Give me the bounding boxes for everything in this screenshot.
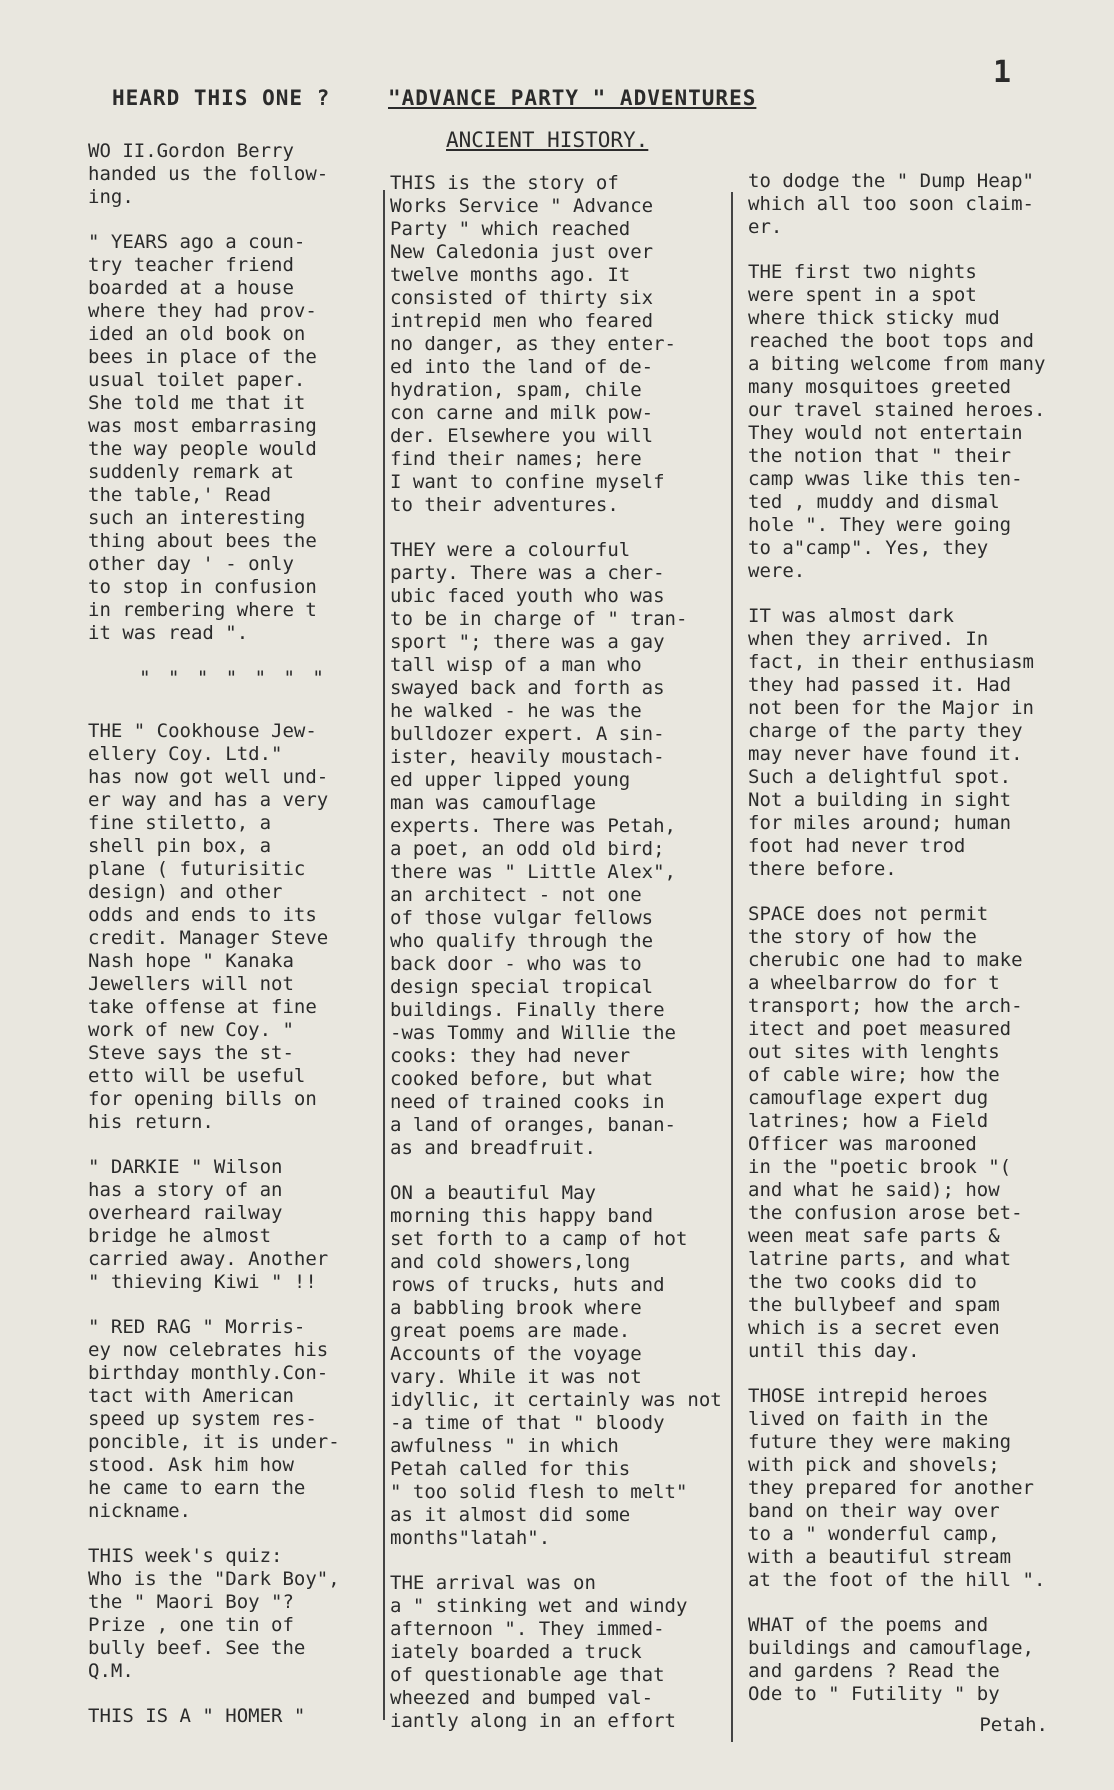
paragraph: " DARKIE " Wilson has a story of an overheard railway bridge he almost carried away. Another " thieving Kiwi " !!	[88, 1156, 329, 1293]
paragraph: THIS IS A " HOMER "	[88, 1705, 306, 1727]
column-left	[88, 140, 378, 1750]
paragraph: THIS is the story of Works Service " Advance Party " which reached New Caledonia just over twelve months ago. It consisted of thirty six intrepid men who feared no danger, as they enter- ed into the land of de- hydration, spam, chile con carne and milk pow- der. Elsewhere you will find their names; here I want to confine myself to their adventures.	[390, 172, 676, 516]
paragraph: WHAT of the poems and buildings and camouflage, and gardens ? Read the Ode to " Futility " by	[748, 1614, 1034, 1705]
heading-heard-this-one: HEARD THIS ONE ?	[112, 86, 331, 110]
paragraph: IT was almost dark when they arrived. In fact, in their enthusiasm they had passed it. Had not been for the Major in charge of the party they may never have found it. Such a delightful spot. Not a building in sight for miles around; human foot had never trod there before.	[748, 605, 1034, 880]
paragraph: SPACE does not permit the story of how the cherubic one had to make a wheelbarrow do for t transport; how the arch- itect and poet measured out sites with lenghts of cable wire; how the camouflage expert dug latrines; how a Field Officer was marooned in the "poetic brook "( and what he said); how the confusion arose bet- ween meat safe parts & latrine parts, and what the two cooks did to the bullybeef and spam which is a secret even until this day.	[748, 903, 1023, 1362]
paragraph: to dodge the " Dump Heap" which all too soon claim- er.	[748, 170, 1034, 238]
paragraph: ON a beautiful May morning this happy band set forth to a camp of hot and cold showers,long rows of trucks, huts and a babbling brook where great poems are made. Accounts of the voyage vary. While it was not idyllic, it certainly was not -a time of that " bloody awfulness " in which Petah called for this " too solid flesh to melt" as it almost did some months"latah".	[390, 1182, 722, 1549]
column-middle	[390, 172, 733, 1755]
paragraph: THIS week's quiz: Who is the "Dark Boy", the " Maori Boy "? Prize , one tin of bully beef. See the Q.M.	[88, 1545, 340, 1682]
heading-advance-party: "ADVANCE PARTY " ADVENTURES	[388, 86, 757, 110]
paragraph: THE first two nights were spent in a spot where thick sticky mud reached the boot tops and a biting welcome from many many mosquitoes greeted our travel stained heroes. They would not entertain the notion that " their camp wwas like this ten- ted , muddy and dismal hole ". They were going to a"camp". Yes, they were.	[748, 261, 1046, 582]
page-number: 1	[993, 55, 1012, 90]
signoff: Petah.	[979, 1714, 1048, 1736]
paragraph: THE " Cookhouse Jew- ellery Coy. Ltd." has now got well und- er way and has a very fine stiletto, a shell pin box, a plane ( futurisitic design) and other odds and ends to its credit. Manager Steve Nash hope " Kanaka Jewellers will not take offense at fine work of new Coy. " Steve says the st- etto will be useful for opening bills on his return.	[88, 720, 329, 1133]
paragraph: THEY were a colourful party. There was a cher- ubic faced youth who was to be in charge of " tran- sport "; there was a gay tall wisp of a man who swayed back and forth as he walked - he was the bulldozer expert. A sin- ister, heavily moustach- ed upper lipped young man was camouflage experts. There was Petah, a poet, an odd old bird; there was " Little Alex", an architect - not one of those vulgar fellows who qualify through the back door - who was to design special tropical buildings. Finally there -was Tommy and Willie the cooks: they had never cooked before, but what need of trained cooks in a land of oranges, banan- as and breadfruit.	[390, 539, 688, 1159]
paragraph: THE arrival was on a " stinking wet and windy afternoon ". They immed- iately boarded a truck of questionable age that wheezed and bumped val- iantly along in an effort	[390, 1572, 688, 1732]
paragraph: " YEARS ago a coun- try teacher friend boarded at a house where they had prov- ided an old book on bees in place of the usual toilet paper. She told me that it was most embarrasing the way people would suddenly remark at the table,' Read such an interesting thing about bees the other day ' - only to stop in confusion in rembering where t it was read ".	[88, 231, 317, 644]
paragraph: " RED RAG " Morris- ey now celebrates his birthday monthly.Con- tact with American speed up system res- poncible, it is under- stood. Ask him how he came to earn the nickname.	[88, 1316, 340, 1522]
paragraph: WO II.Gordon Berry handed us the follow- ing.	[88, 140, 329, 208]
column-divider-left	[383, 190, 385, 1720]
separator: " " " " " " "	[139, 667, 327, 689]
subheading-ancient-history: ANCIENT HISTORY.	[446, 128, 649, 152]
paragraph: THOSE intrepid heroes lived on faith in the future they were making with pick and shovels; they prepared for another band on their way over to a " wonderful camp, with a beautiful stream at the foot of the hill ".	[748, 1385, 1046, 1591]
column-right	[748, 170, 1098, 1737]
